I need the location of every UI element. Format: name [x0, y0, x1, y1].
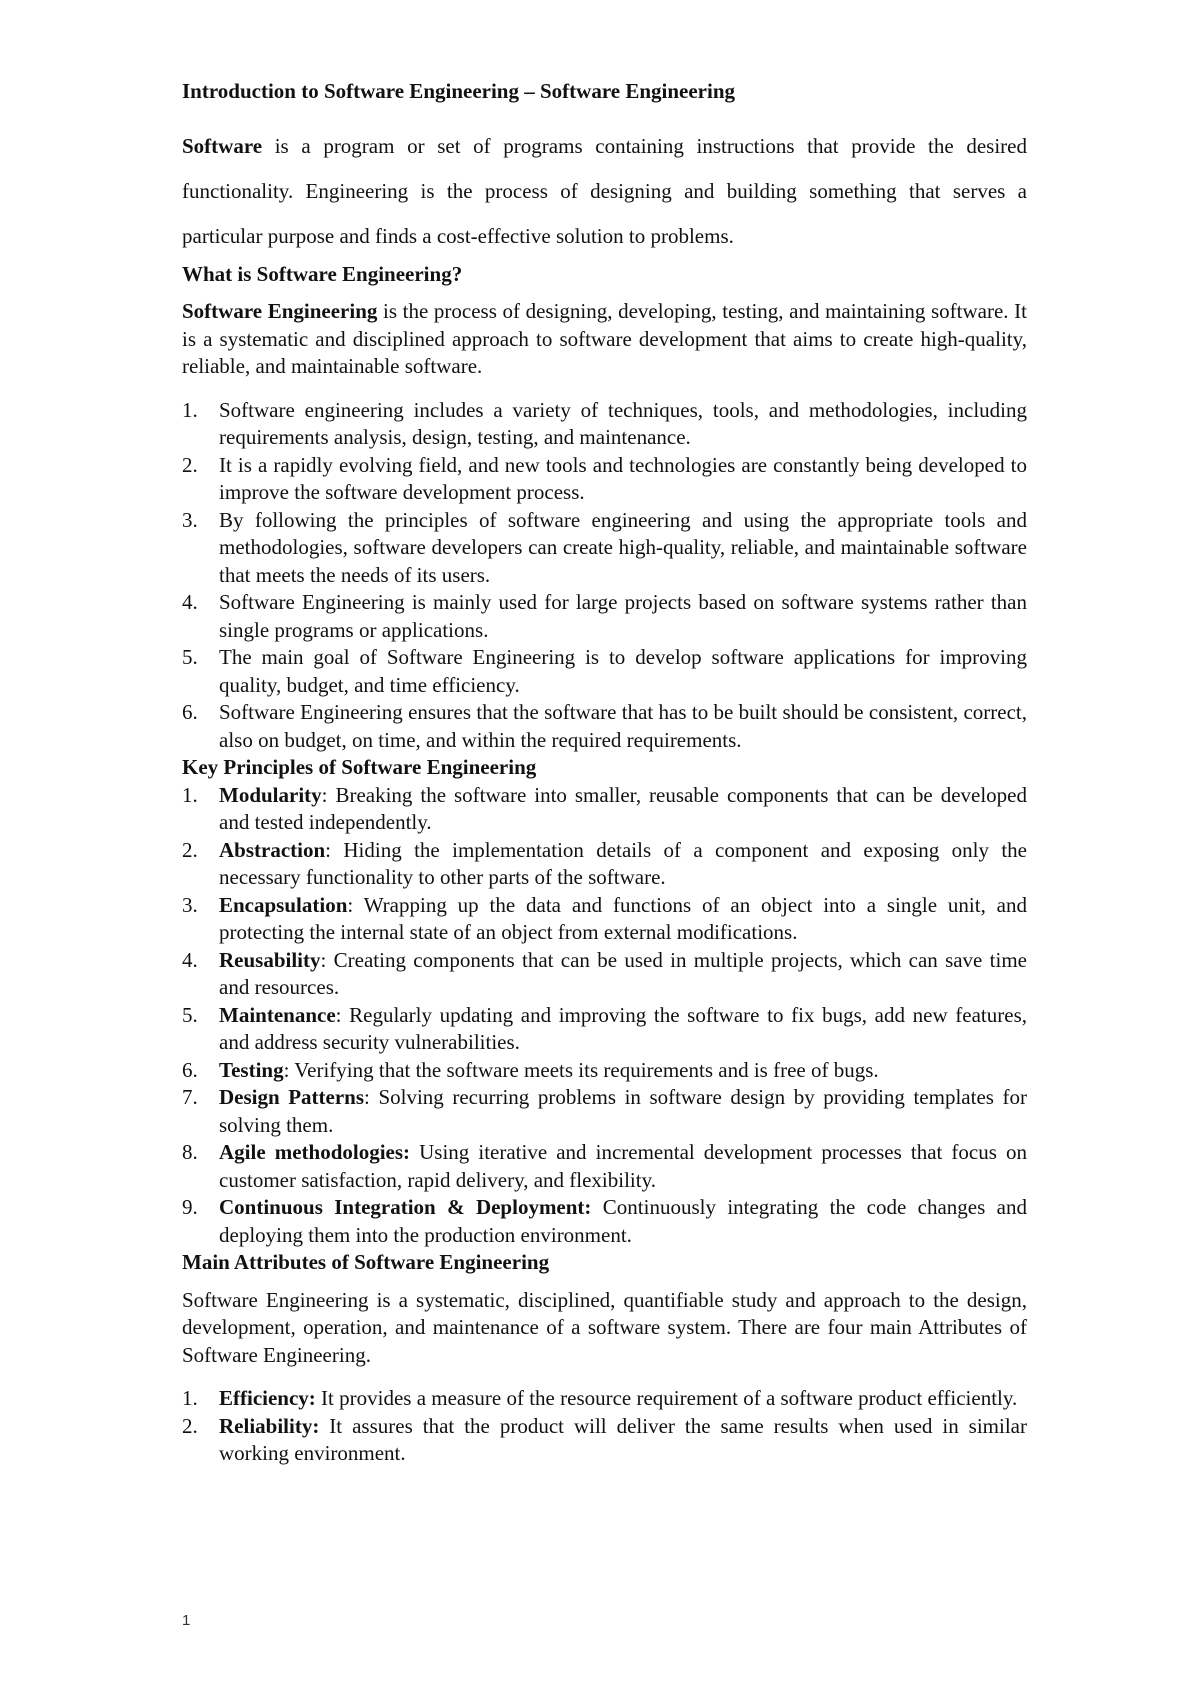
- list-item-text: : Creating components that can be used in multiple projects, which can save time and resources.: [219, 947, 1027, 999]
- what-is-term: Software Engineering: [182, 299, 378, 323]
- principle-term: Continuous Integration & Deployment:: [219, 1195, 592, 1219]
- what-is-heading: What is Software Engineering?: [182, 261, 463, 286]
- list-number: 4.: [182, 590, 198, 614]
- list-number: 6.: [182, 1057, 198, 1082]
- list-number: 2.: [182, 1413, 198, 1438]
- attributes-heading: Main Attributes of Software Engineering: [182, 1250, 550, 1274]
- attribute-term: Efficiency:: [219, 1386, 316, 1410]
- list-item-text: It is a rapidly evolving field, and new tools and technologies are constantly being developed to improve the software development process.: [219, 452, 1027, 504]
- list-item-text: Using iterative and incremental development processes that focus on customer satisfaction, rapid delivery, and flexibility.: [219, 1140, 1027, 1192]
- list-number: 1.: [182, 1386, 198, 1410]
- attributes-list: [182, 1385, 1027, 1468]
- document-page: [182, 78, 1027, 1468]
- list-item: [182, 1385, 1027, 1413]
- list-item: [182, 644, 1027, 699]
- principle-term: Testing: [219, 1057, 284, 1082]
- list-number: 3.: [182, 892, 198, 917]
- intro-text: is a program or set of programs containing instructions that provide the desired functionality. Engineering is the process of designing and building something that serves a particular purpose and finds a cost-effective solution to problems.: [182, 133, 1027, 248]
- principle-term: Maintenance: [219, 1002, 336, 1027]
- list-item: [182, 507, 1027, 590]
- list-item: [182, 452, 1027, 507]
- list-number: 2.: [182, 837, 198, 862]
- what-is-text: is the process of designing, developing, testing, and maintaining software. It is a systematic and disciplined approach to software development that aims to create high-quality, reliable, and maintainable software.: [182, 299, 1027, 378]
- list-item-text: Continuously integrating the code changes and deploying them into the production environment.: [219, 1195, 1027, 1247]
- what-is-paragraph: [182, 298, 1027, 381]
- list-item: [182, 1139, 1027, 1194]
- list-item-text: Software Engineering ensures that the software that has to be built should be consistent, correct, also on budget, on time, and within the required requirements.: [219, 700, 1027, 752]
- list-number: 1.: [182, 397, 198, 422]
- list-number: 4.: [182, 947, 198, 972]
- list-number: 2.: [182, 452, 198, 477]
- principle-term: Abstraction: [219, 837, 326, 862]
- list-item-text: It assures that the product will deliver the same results when used in similar working environment.: [219, 1413, 1027, 1465]
- list-item: [182, 947, 1027, 1002]
- list-number: 3.: [182, 507, 198, 532]
- list-item: [182, 1194, 1027, 1249]
- list-item-text: It provides a measure of the resource requirement of a software product efficiently.: [315, 1386, 1018, 1410]
- list-item-text: : Hiding the implementation details of a component and exposing only the necessary functionality to other parts of the software.: [219, 837, 1027, 889]
- list-number: 6.: [182, 700, 198, 724]
- attribute-term: Reliability:: [219, 1413, 320, 1438]
- intro-paragraph: [182, 124, 1027, 259]
- list-number: 9.: [182, 1195, 198, 1219]
- principle-term: Agile methodologies:: [219, 1140, 411, 1164]
- list-item-text: : Wrapping up the data and functions of an object into a single unit, and protecting the internal state of an object from external modifications.: [219, 892, 1027, 944]
- list-item-text: The main goal of Software Engineering is to develop software applications for improving quality, budget, and time efficiency.: [219, 645, 1027, 697]
- document-title: Introduction to Software Engineering – Software Engineering: [182, 79, 736, 103]
- list-item-text: : Solving recurring problems in software design by providing templates for solving them.: [219, 1085, 1027, 1137]
- list-item: [182, 1413, 1027, 1468]
- list-item: [182, 1002, 1027, 1057]
- page-number: 1: [182, 1612, 191, 1629]
- principle-term: Modularity: [219, 782, 322, 807]
- list-item: [182, 397, 1027, 452]
- principle-term: Reusability: [219, 947, 321, 972]
- principle-term: Encapsulation: [219, 892, 348, 917]
- list-item: [182, 892, 1027, 947]
- list-item: [182, 782, 1027, 837]
- list-item-text: Software Engineering is mainly used for large projects based on software systems rather than single programs or applications.: [219, 590, 1027, 642]
- list-item: [182, 837, 1027, 892]
- principles-heading: Key Principles of Software Engineering: [182, 755, 537, 779]
- what-is-list: [182, 397, 1027, 755]
- list-item-text: : Verifying that the software meets its requirements and is free of bugs.: [283, 1057, 879, 1082]
- list-item-text: : Regularly updating and improving the software to fix bugs, add new features, and address security vulnerabilities.: [219, 1002, 1027, 1054]
- list-item: [182, 1057, 1027, 1085]
- attributes-paragraph: Software Engineering is a systematic, disciplined, quantifiable study and approach to the design, development, operation, and maintenance of a software system. There are four main Attributes of Software Engineering.: [182, 1287, 1027, 1367]
- principle-term: Design Patterns: [219, 1085, 365, 1109]
- list-number: 5.: [182, 645, 198, 669]
- list-item-text: Software engineering includes a variety of techniques, tools, and methodologies, including requirements analysis, design, testing, and maintenance.: [219, 397, 1027, 449]
- list-item-text: By following the principles of software engineering and using the appropriate tools and methodologies, software developers can create high-quality, reliable, and maintainable software that meets the needs of its users.: [219, 507, 1027, 587]
- list-number: 7.: [182, 1085, 198, 1109]
- principles-list: [182, 782, 1027, 1250]
- list-item: [182, 1084, 1027, 1139]
- list-item-text: : Breaking the software into smaller, reusable components that can be developed and tested independently.: [219, 782, 1027, 834]
- list-number: 5.: [182, 1002, 198, 1027]
- intro-term: Software: [182, 133, 263, 158]
- list-number: 1.: [182, 782, 198, 807]
- list-item: [182, 589, 1027, 644]
- list-item: [182, 699, 1027, 754]
- list-number: 8.: [182, 1140, 198, 1164]
